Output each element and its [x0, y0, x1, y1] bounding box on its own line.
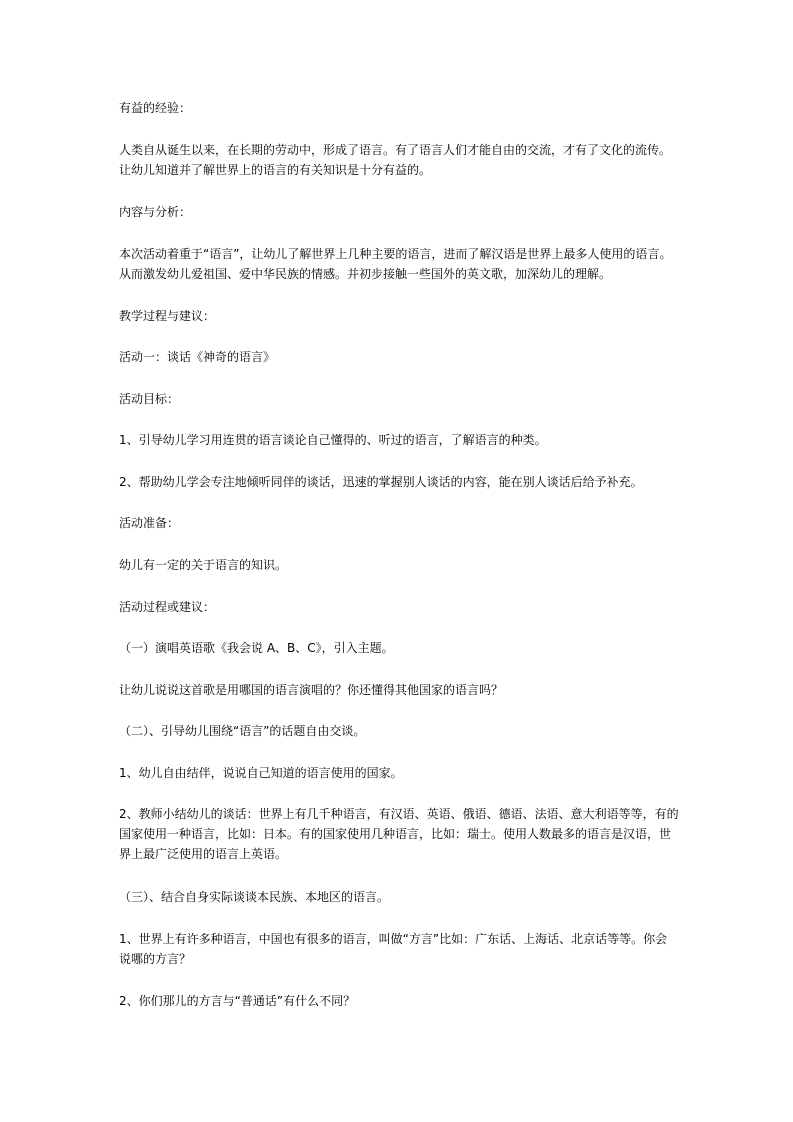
goal-item-1: 1、引导幼儿学习用连贯的语言谈论自己懂得的、听过的语言，了解语言的种类。: [119, 433, 547, 447]
heading-activity-preparation: 活动准备：: [119, 516, 180, 530]
heading-activity-process: 活动过程或建议：: [119, 600, 216, 614]
process-step-1-detail: 让幼儿说说这首歌是用哪国的语言演唱的？你还懂得其他国家的语言吗？: [119, 683, 504, 697]
goal-item-2: 2、帮助幼儿学会专注地倾听同伴的谈话，迅速的掌握别人谈话的内容，能在别人谈话后给予补充。: [119, 475, 643, 489]
paragraph-intro: 人类自从诞生以来，在长期的劳动中，形成了语言。有了语言人们才能自由的交流，才有了文化的流传。让幼儿知道并了解世界上的语言的有关知识是十分有益的。: [119, 143, 672, 177]
heading-teaching-process: 教学过程与建议：: [119, 309, 216, 323]
preparation-text: 幼儿有一定的关于语言的知识。: [119, 558, 288, 572]
process-step-2: （二）、引导幼儿围绕“语言”的话题自由交谈。: [119, 724, 366, 738]
heading-activity-goals: 活动目标：: [119, 392, 180, 406]
process-step-1: （一）演唱英语歌《我会说 A、B、C》，引入主题。: [119, 641, 394, 655]
paragraph-analysis: 本次活动着重于“语言”，让幼儿了解世界上几种主要的语言，进而了解汉语是世界上最多人使用的语言。从而激发幼儿爱祖国、爱中华民族的情感。并初步接触一些国外的英文歌，加深幼儿的理解。: [119, 247, 672, 281]
heading-beneficial-experience: 有益的经验：: [119, 101, 192, 115]
process-step-2-item-1: 1、幼儿自由结伴，说说自己知道的语言使用的国家。: [119, 766, 403, 780]
process-step-3: （三）、结合自身实际谈谈本民族、本地区的语言。: [119, 890, 390, 904]
process-step-3-item-1: 1、世界上有许多种语言，中国也有很多的语言，叫做“方言”比如：广东话、上海话、北京话等等。你会说哪的方言？: [119, 932, 668, 966]
process-step-3-item-2: 2、你们那儿的方言与“普通话”有什么不同？: [119, 994, 356, 1008]
process-step-2-item-2: 2、教师小结幼儿的谈话：世界上有几千种语言，有汉语、英语、俄语、德语、法语、意大利语等等，有的国家使用一种语言，比如：日本。有的国家使用几种语言，比如：瑞士。使用人数最多的语言是汉语，世界上最广泛使用的语言上英语。: [119, 807, 679, 861]
heading-content-analysis: 内容与分析：: [119, 205, 192, 219]
heading-activity-one: 活动一：谈话《神奇的语言》: [119, 350, 276, 364]
